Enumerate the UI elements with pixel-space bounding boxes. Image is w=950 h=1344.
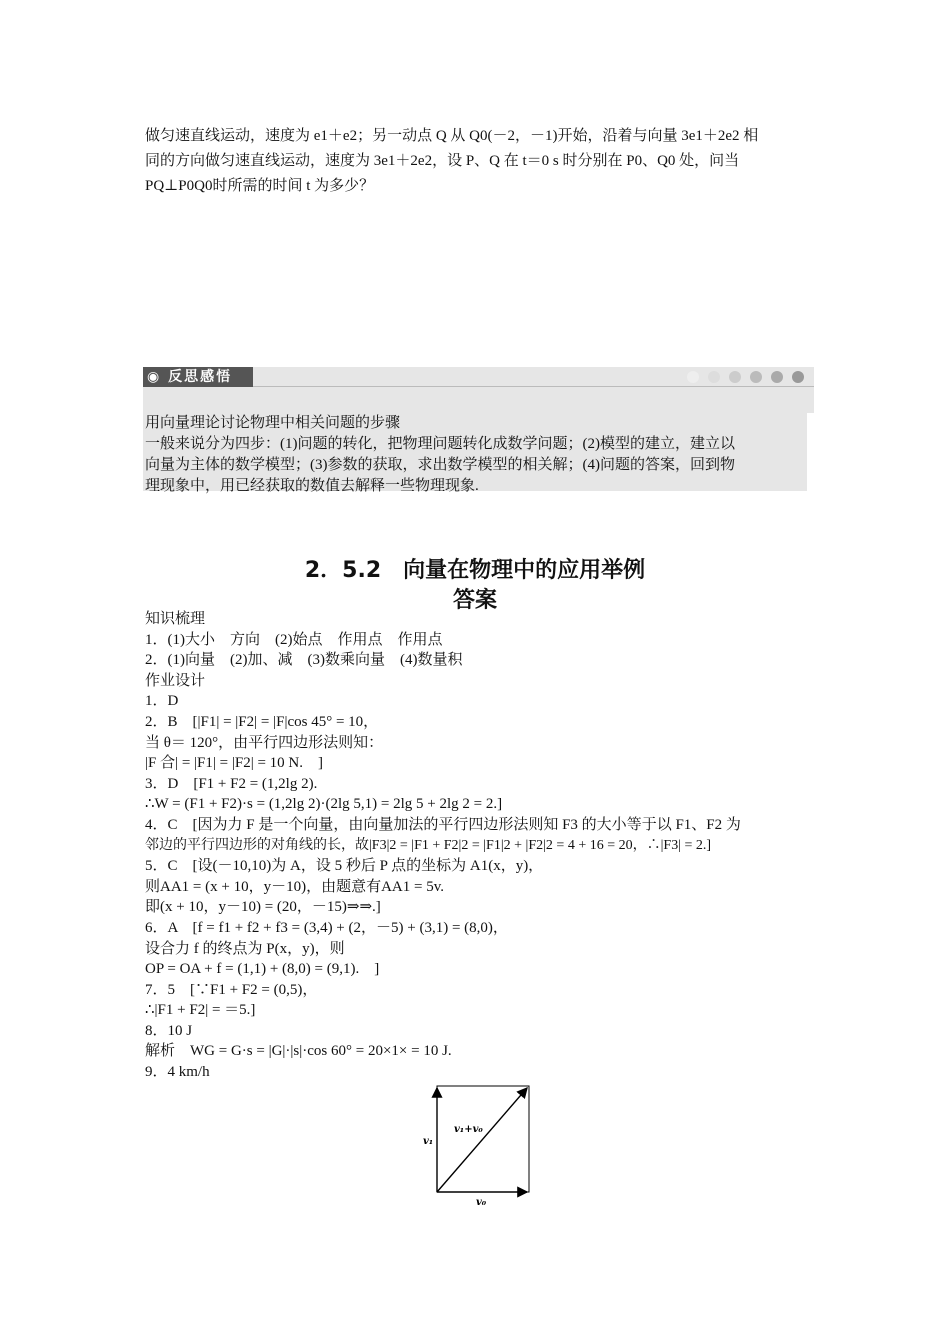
dot-icon [729, 371, 741, 383]
answer-line: 则AA1 = (x + 10，y－10)，由题意有AA1 = 5v. [145, 878, 444, 895]
answer-line: OP = OA + f = (1,1) + (8,0) = (9,1). ] [145, 961, 380, 978]
answer-line: 邻边的平行四边形的对角线的长，故|F3|2 = |F1 + F2|2 = |F1|2 + |F2|2 = 4 + 16 = 20，∴|F3| = 2.] [145, 837, 712, 853]
dot-icon [708, 371, 720, 383]
answer-line: 1．D [145, 693, 179, 710]
answer-line: ∴W = (F1 + F2)·s = (1,2lg 2)·(2lg 5,1) = 2lg 5 + 2lg 2 = 2.] [145, 796, 503, 813]
answer-line: |F 合| = |F1| = |F2| = 10 N. ] [145, 755, 324, 772]
v1-label: v₁ [423, 1136, 434, 1147]
problem-text [145, 124, 805, 199]
decorative-dots [687, 371, 804, 383]
answer-line: 4．C [因为力 F 是一个向量，由向量加法的平行四边形法则知 F3 的大小等于以 F1、F2 为 [145, 816, 741, 833]
answer-line: 解析 WG = G·s = |G|·|s|·cos 60° = 20×1× = 10 J. [145, 1043, 452, 1060]
dot-icon [771, 371, 783, 383]
answer-line: 作业设计 [145, 672, 206, 689]
answer-line: 5．C [设(－10,10)为 A，设 5 秒后 P 点的坐标为 A1(x，y)， [145, 858, 544, 875]
answer-line: 7．5 [∵F1 + F2 = (0,5)， [145, 981, 318, 998]
answer-line: 当 θ＝ 120°，由平行四边形法则知： [145, 734, 384, 751]
answer-line: 2．(1)向量 (2)加、减 (3)数乘向量 (4)数量积 [145, 652, 463, 669]
section-subtitle: 答案 [452, 588, 497, 613]
problem-line: 做匀速直线运动，速度为 e1＋e2；另一动点 Q 从 Q0(－2，－1)开始，沿着与向量 3e1＋2e2 相 [145, 128, 759, 144]
resultant-label: v₁+v₀ [454, 1124, 483, 1135]
resultant-arrow [437, 1088, 527, 1192]
answer-line: 1．(1)大小 方向 (2)始点 作用点 作用点 [145, 631, 443, 648]
problem-line: PQ⊥P0Q0时所需的时间 t 为多少？ [145, 178, 375, 194]
answer-line: ∴|F1 + F2| = ＝5.] [145, 1002, 256, 1019]
reflection-tab: ◉ 反思感悟 [143, 367, 253, 387]
problem-line: 同的方向做匀速直线运动，速度为 3e1＋2e2，设 P、Q 在 t＝0 s 时分别在 P0、Q0 处，问当 [145, 153, 740, 169]
summary-line: 用向量理论讨论物理中相关问题的步骤 [145, 415, 401, 431]
dot-icon [750, 371, 762, 383]
dot-icon [792, 371, 804, 383]
answer-line: 9．4 km/h [145, 1064, 210, 1081]
v0-label: v₀ [476, 1197, 487, 1208]
answer-line: 6．A [f = f1 + f2 + f3 = (3,4) + (2，－5) + (3,1) = (8,0)， [145, 919, 508, 936]
answers [145, 609, 805, 1083]
divider [253, 386, 814, 387]
answer-line: 设合力 f 的终点为 P(x，y)，则 [145, 940, 345, 957]
answer-line: 2．B [|F1| = |F2| = |F|cos 45° = 10， [145, 713, 379, 730]
summary-line: 一般来说分为四步：(1)问题的转化，把物理问题转化成数学问题；(2)模型的建立，建立以 [145, 436, 735, 452]
answer-line: 即(x + 10，y－10) = (20，－15)⇒⇒.] [145, 899, 381, 916]
summary-line: 理现象中，用已经获取的数值去解释一些物理现象. [145, 478, 479, 494]
answer-line: 知识梳理 [145, 611, 206, 627]
answer-line: 8．10 J [145, 1022, 193, 1039]
velocity-diagram [420, 1080, 540, 1208]
dot-icon [687, 371, 699, 383]
reflection-summary [143, 413, 807, 494]
summary-line: 向量为主体的数学模型；(3)参数的获取，求出数学模型的相关解；(4)问题的答案，回到物 [145, 457, 735, 473]
reflection-header [143, 367, 814, 413]
answer-line: 3．D [F1 + F2 = (1,2lg 2). [145, 775, 318, 792]
section-title: 2．5.2 向量在物理中的应用举例 [304, 558, 646, 583]
